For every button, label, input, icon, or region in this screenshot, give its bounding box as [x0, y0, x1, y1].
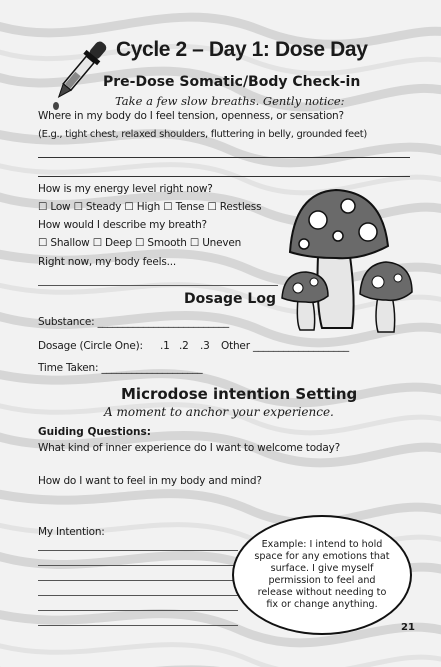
- my-intention-label: My Intention:: [38, 526, 105, 538]
- dose-other-field[interactable]: Other ___________________: [221, 340, 349, 352]
- dose-option-3[interactable]: .3: [200, 340, 210, 352]
- intention-subtitle: A moment to anchor your experience.: [104, 405, 334, 419]
- energy-question: How is my energy level right now?: [38, 183, 213, 195]
- checkin-heading: Pre-Dose Somatic/Body Check-in: [103, 74, 361, 90]
- intention-line[interactable]: [38, 595, 238, 596]
- dosage-label: Dosage (Circle One):: [38, 340, 143, 352]
- body-feels-prompt: Right now, my body feels...: [38, 256, 177, 268]
- breath-question: How would I describe my breath?: [38, 219, 207, 231]
- intention-line[interactable]: [38, 565, 238, 566]
- intention-line[interactable]: [38, 610, 238, 611]
- page-number: 21: [401, 622, 415, 633]
- checkin-question-body-sensation: Where in my body do I feel tension, openness, or sensation?: [38, 110, 344, 122]
- mushroom-icon: [278, 186, 416, 334]
- guiding-question-1: What kind of inner experience do I want to welcome today?: [38, 442, 341, 454]
- answer-line: [38, 157, 410, 158]
- checkin-subtitle: Take a few slow breaths. Gently notice:: [115, 94, 345, 108]
- breath-options[interactable]: ☐ Shallow ☐ Deep ☐ Smooth ☐ Uneven: [38, 237, 242, 249]
- intention-heading: Microdose intention Setting: [121, 385, 358, 403]
- intention-line[interactable]: [38, 550, 238, 551]
- answer-line: [38, 176, 410, 177]
- substance-field[interactable]: Substance: __________________________: [38, 316, 229, 328]
- guiding-questions-label: Guiding Questions:: [38, 426, 151, 438]
- dosage-heading: Dosage Log: [184, 291, 276, 307]
- answer-line: [38, 285, 278, 286]
- dose-option-2[interactable]: .2: [179, 340, 189, 352]
- dropper-icon: [44, 34, 112, 114]
- energy-options[interactable]: ☐ Low ☐ Steady ☐ High ☐ Tense ☐ Restless: [38, 201, 262, 213]
- checkin-question-example: (E.g., tight chest, relaxed shoulders, fluttering in belly, grounded feet): [38, 129, 367, 140]
- page-title: Cycle 2 – Day 1: Dose Day: [116, 38, 368, 61]
- intention-line[interactable]: [38, 625, 238, 626]
- time-taken-field[interactable]: Time Taken: ____________________: [38, 362, 203, 374]
- example-text: Example: I intend to hold space for any emotions that surface. I give myself permission to feel and release without needing to fix or change anything.: [254, 539, 390, 610]
- dose-option-1[interactable]: .1: [160, 340, 170, 352]
- example-speech-bubble: [232, 515, 412, 635]
- intention-line[interactable]: [38, 580, 238, 581]
- guiding-question-2: How do I want to feel in my body and mind?: [38, 475, 262, 487]
